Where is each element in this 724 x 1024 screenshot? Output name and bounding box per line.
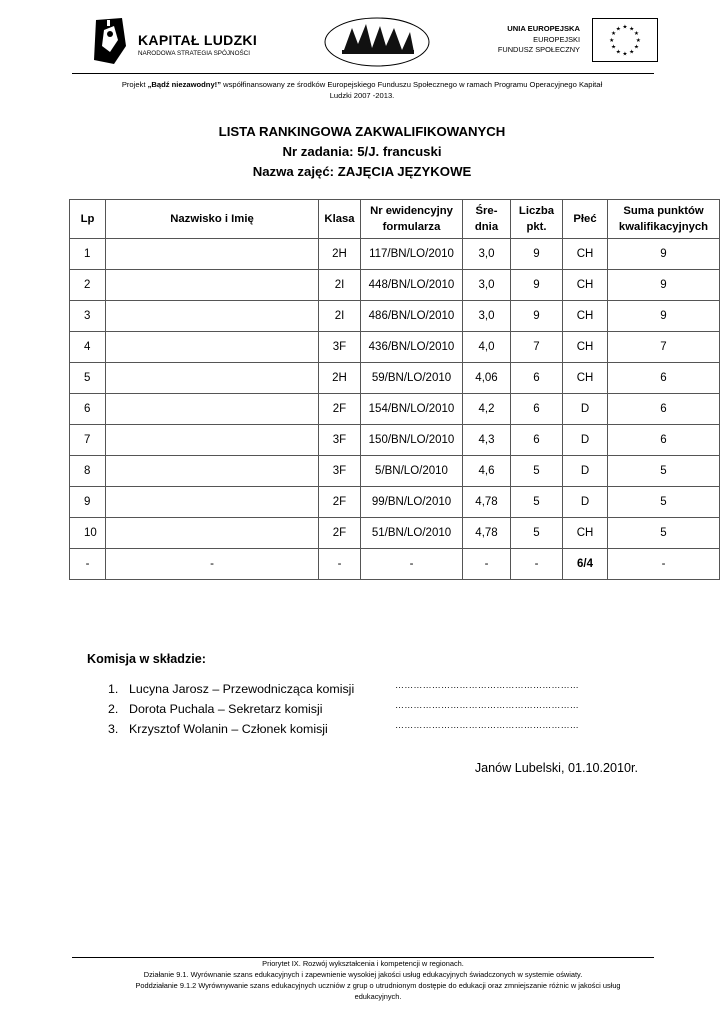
ranking-table xyxy=(69,199,720,580)
member-number: 2. xyxy=(108,702,119,716)
table-row xyxy=(70,456,720,487)
member-number: 3. xyxy=(108,722,119,736)
signature-line: …………………………………………………… xyxy=(395,720,579,730)
header-nr-line2: formularza xyxy=(382,221,441,233)
cell-pkt: - xyxy=(511,549,563,580)
task-number: Nr zadania: 5/J. francuski xyxy=(282,144,442,159)
header-liczba-line1: Liczba xyxy=(518,205,555,217)
project-suffix: współfinansowany ze środków Europejskiego Funduszu Społecznego w ramach Programu Operacyjnego Kapitał Ludzki 2007 -2013. xyxy=(221,80,603,100)
cell-plec: CH xyxy=(563,239,608,270)
header-lp: Lp xyxy=(70,200,106,239)
cell-name xyxy=(106,456,319,487)
cell-suma: 6 xyxy=(608,425,720,456)
footer-subaction: Poddziałanie 9.1.2 Wyrównywanie szans edukacyjnych uczniów z grup o utrudnionym dostępie do edukacji oraz zmniejszanie różnic w jakości usług edukacyjnych. xyxy=(135,981,621,1001)
cell-klasa: - xyxy=(319,549,361,580)
cell-pkt: 5 xyxy=(511,487,563,518)
table-row xyxy=(70,239,720,270)
cell-pkt: 6 xyxy=(511,363,563,394)
cell-lp: 8 xyxy=(70,456,106,487)
cell-pkt: 9 xyxy=(511,270,563,301)
cell-pkt: 5 xyxy=(511,456,563,487)
school-emblem-logo xyxy=(322,14,432,68)
cell-lp: 4 xyxy=(70,332,106,363)
table-row xyxy=(70,270,720,301)
project-prefix: Projekt xyxy=(121,80,148,89)
cell-lp: 3 xyxy=(70,301,106,332)
commission-member xyxy=(108,682,628,702)
cell-suma: 5 xyxy=(608,456,720,487)
cell-lp: 10 xyxy=(70,518,106,549)
cell-suma: 7 xyxy=(608,332,720,363)
cell-lp: - xyxy=(70,549,106,580)
header-nr xyxy=(361,200,463,239)
header-liczba-line2: pkt. xyxy=(526,221,547,233)
cell-plec: CH xyxy=(563,301,608,332)
eu-logo-line1: UNIA EUROPEJSKA xyxy=(507,24,580,33)
cell-name xyxy=(106,301,319,332)
cell-suma: 6 xyxy=(608,394,720,425)
table-row xyxy=(70,487,720,518)
cell-suma: 6 xyxy=(608,363,720,394)
svg-text:★: ★ xyxy=(615,26,621,33)
cell-name xyxy=(106,270,319,301)
cell-nr: 154/BN/LO/2010 xyxy=(361,394,463,425)
class-name: Nazwa zajęć: ZAJĘCIA JĘZYKOWE xyxy=(252,164,472,179)
cell-name xyxy=(106,487,319,518)
header-nr-line1: Nr ewidencyjny xyxy=(370,205,453,217)
table-header-row xyxy=(70,200,720,239)
footer xyxy=(72,958,654,1002)
cell-pkt: 7 xyxy=(511,332,563,363)
cell-suma: 9 xyxy=(608,239,720,270)
svg-text:★: ★ xyxy=(633,44,640,51)
cell-sr: 4,6 xyxy=(463,456,511,487)
cell-suma: 5 xyxy=(608,518,720,549)
table-row xyxy=(70,425,720,456)
cell-name xyxy=(106,239,319,270)
cell-name xyxy=(106,394,319,425)
member-name: Krzysztof Wolanin – Członek komisji xyxy=(129,722,328,736)
cell-lp: 1 xyxy=(70,239,106,270)
cell-name xyxy=(106,363,319,394)
eu-logo xyxy=(478,18,658,66)
cell-klasa: 2H xyxy=(319,239,361,270)
cell-nr: 117/BN/LO/2010 xyxy=(361,239,463,270)
header-klasa: Klasa xyxy=(319,200,361,239)
cell-plec: CH xyxy=(563,270,608,301)
cell-pkt: 9 xyxy=(511,301,563,332)
header-name: Nazwisko i Imię xyxy=(106,200,319,239)
table-row xyxy=(70,301,720,332)
svg-text:★: ★ xyxy=(629,26,635,33)
cell-sr: 4,2 xyxy=(463,394,511,425)
member-name: Lucyna Jarosz – Przewodnicząca komisji xyxy=(129,682,355,696)
cell-klasa: 2F xyxy=(319,394,361,425)
eu-flag-icon xyxy=(592,18,658,62)
member-number: 1. xyxy=(108,682,119,696)
header-suma xyxy=(608,200,720,239)
svg-text:★: ★ xyxy=(622,51,628,58)
cell-plec: CH xyxy=(563,518,608,549)
cell-klasa: 2F xyxy=(319,518,361,549)
footer-priority: Priorytet IX. Rozwój wykształcenia i kompetencji w regionach. xyxy=(262,959,464,968)
cell-suma: 9 xyxy=(608,301,720,332)
commission-member xyxy=(108,702,628,722)
cell-pkt: 9 xyxy=(511,239,563,270)
cell-pkt: 5 xyxy=(511,518,563,549)
svg-text:★: ★ xyxy=(609,37,615,44)
header-liczba xyxy=(511,200,563,239)
kapital-ludzki-subtitle: NARODOWA STRATEGIA SPÓJNOŚCI xyxy=(138,50,250,57)
commission-title: Komisja w składzie: xyxy=(87,652,206,666)
cell-plec: 6/4 xyxy=(563,549,608,580)
table-row xyxy=(70,332,720,363)
cell-klasa: 2I xyxy=(319,270,361,301)
commission-list xyxy=(108,682,628,742)
cell-klasa: 3F xyxy=(319,425,361,456)
header-plec: Płeć xyxy=(563,200,608,239)
cell-plec: D xyxy=(563,394,608,425)
signature-line: …………………………………………………… xyxy=(395,680,579,690)
cell-pkt: 6 xyxy=(511,394,563,425)
member-name: Dorota Puchala – Sekretarz komisji xyxy=(129,702,323,716)
cell-sr: 3,0 xyxy=(463,301,511,332)
cell-nr: 486/BN/LO/2010 xyxy=(361,301,463,332)
cell-name xyxy=(106,332,319,363)
header-srednia xyxy=(463,200,511,239)
header-sr-line2: dnia xyxy=(474,221,499,233)
eu-logo-line3: FUNDUSZ SPOŁECZNY xyxy=(497,45,580,54)
cell-plec: CH xyxy=(563,332,608,363)
document-titles xyxy=(100,122,624,182)
cell-suma: 5 xyxy=(608,487,720,518)
kapital-ludzki-title: KAPITAŁ LUDZKI xyxy=(138,32,258,48)
cell-lp: 7 xyxy=(70,425,106,456)
cell-sr: 4,0 xyxy=(463,332,511,363)
table-body xyxy=(70,239,720,580)
kapital-ludzki-logo xyxy=(92,14,272,66)
cell-nr: 99/BN/LO/2010 xyxy=(361,487,463,518)
svg-text:★: ★ xyxy=(610,31,617,38)
header-suma-line2: kwalifikacyjnych xyxy=(618,221,709,233)
cell-nr: 51/BN/LO/2010 xyxy=(361,518,463,549)
cell-sr: 4,78 xyxy=(463,518,511,549)
header-divider xyxy=(72,73,654,74)
cell-sr: 4,06 xyxy=(463,363,511,394)
svg-text:★: ★ xyxy=(635,37,641,44)
cell-sr: 4,78 xyxy=(463,487,511,518)
cell-lp: 6 xyxy=(70,394,106,425)
cell-klasa: 2I xyxy=(319,301,361,332)
cell-name xyxy=(106,425,319,456)
svg-text:★: ★ xyxy=(615,49,621,56)
cell-sr: 3,0 xyxy=(463,270,511,301)
table-row xyxy=(70,394,720,425)
cell-lp: 5 xyxy=(70,363,106,394)
svg-text:★: ★ xyxy=(622,24,628,31)
cell-klasa: 2F xyxy=(319,487,361,518)
cell-plec: D xyxy=(563,425,608,456)
project-name: „Bądź niezawodny!” xyxy=(147,80,221,89)
cell-pkt: 6 xyxy=(511,425,563,456)
table-row xyxy=(70,518,720,549)
cell-nr: 59/BN/LO/2010 xyxy=(361,363,463,394)
header-sr-line1: Śre- xyxy=(475,205,498,217)
cell-suma: 9 xyxy=(608,270,720,301)
footer-action: Działanie 9.1. Wyrównanie szans edukacyjnych i zapewnienie wysokiej jakości usług edukacyjnych świadczonych w systemie oświaty. xyxy=(143,970,583,979)
cell-suma: - xyxy=(608,549,720,580)
cell-nr: 5/BN/LO/2010 xyxy=(361,456,463,487)
cell-nr: 436/BN/LO/2010 xyxy=(361,332,463,363)
cell-klasa: 3F xyxy=(319,456,361,487)
table-row xyxy=(70,363,720,394)
cell-klasa: 3F xyxy=(319,332,361,363)
cell-sr: - xyxy=(463,549,511,580)
header-suma-line1: Suma punktów xyxy=(623,205,704,217)
svg-text:★: ★ xyxy=(629,49,635,56)
cell-plec: D xyxy=(563,487,608,518)
svg-text:★: ★ xyxy=(633,31,640,38)
cell-sr: 4,3 xyxy=(463,425,511,456)
cell-klasa: 2H xyxy=(319,363,361,394)
place-and-date: Janów Lubelski, 01.10.2010r. xyxy=(474,761,638,775)
cell-lp: 9 xyxy=(70,487,106,518)
cell-plec: CH xyxy=(563,363,608,394)
table-row xyxy=(70,549,720,580)
commission-member xyxy=(108,722,628,742)
document-title: LISTA RANKINGOWA ZAKWALIFIKOWANYCH xyxy=(218,124,506,139)
cell-name: - xyxy=(106,549,319,580)
eu-logo-line2: EUROPEJSKI xyxy=(533,35,580,44)
cell-nr: - xyxy=(361,549,463,580)
cell-sr: 3,0 xyxy=(463,239,511,270)
cell-nr: 150/BN/LO/2010 xyxy=(361,425,463,456)
cell-name xyxy=(106,518,319,549)
kapital-ludzki-mark-icon xyxy=(92,16,130,66)
svg-text:★: ★ xyxy=(610,44,617,51)
cell-plec: D xyxy=(563,456,608,487)
signature-line: …………………………………………………… xyxy=(395,700,579,710)
project-note xyxy=(120,79,604,101)
cell-lp: 2 xyxy=(70,270,106,301)
school-emblem-icon xyxy=(322,14,432,68)
cell-nr: 448/BN/LO/2010 xyxy=(361,270,463,301)
